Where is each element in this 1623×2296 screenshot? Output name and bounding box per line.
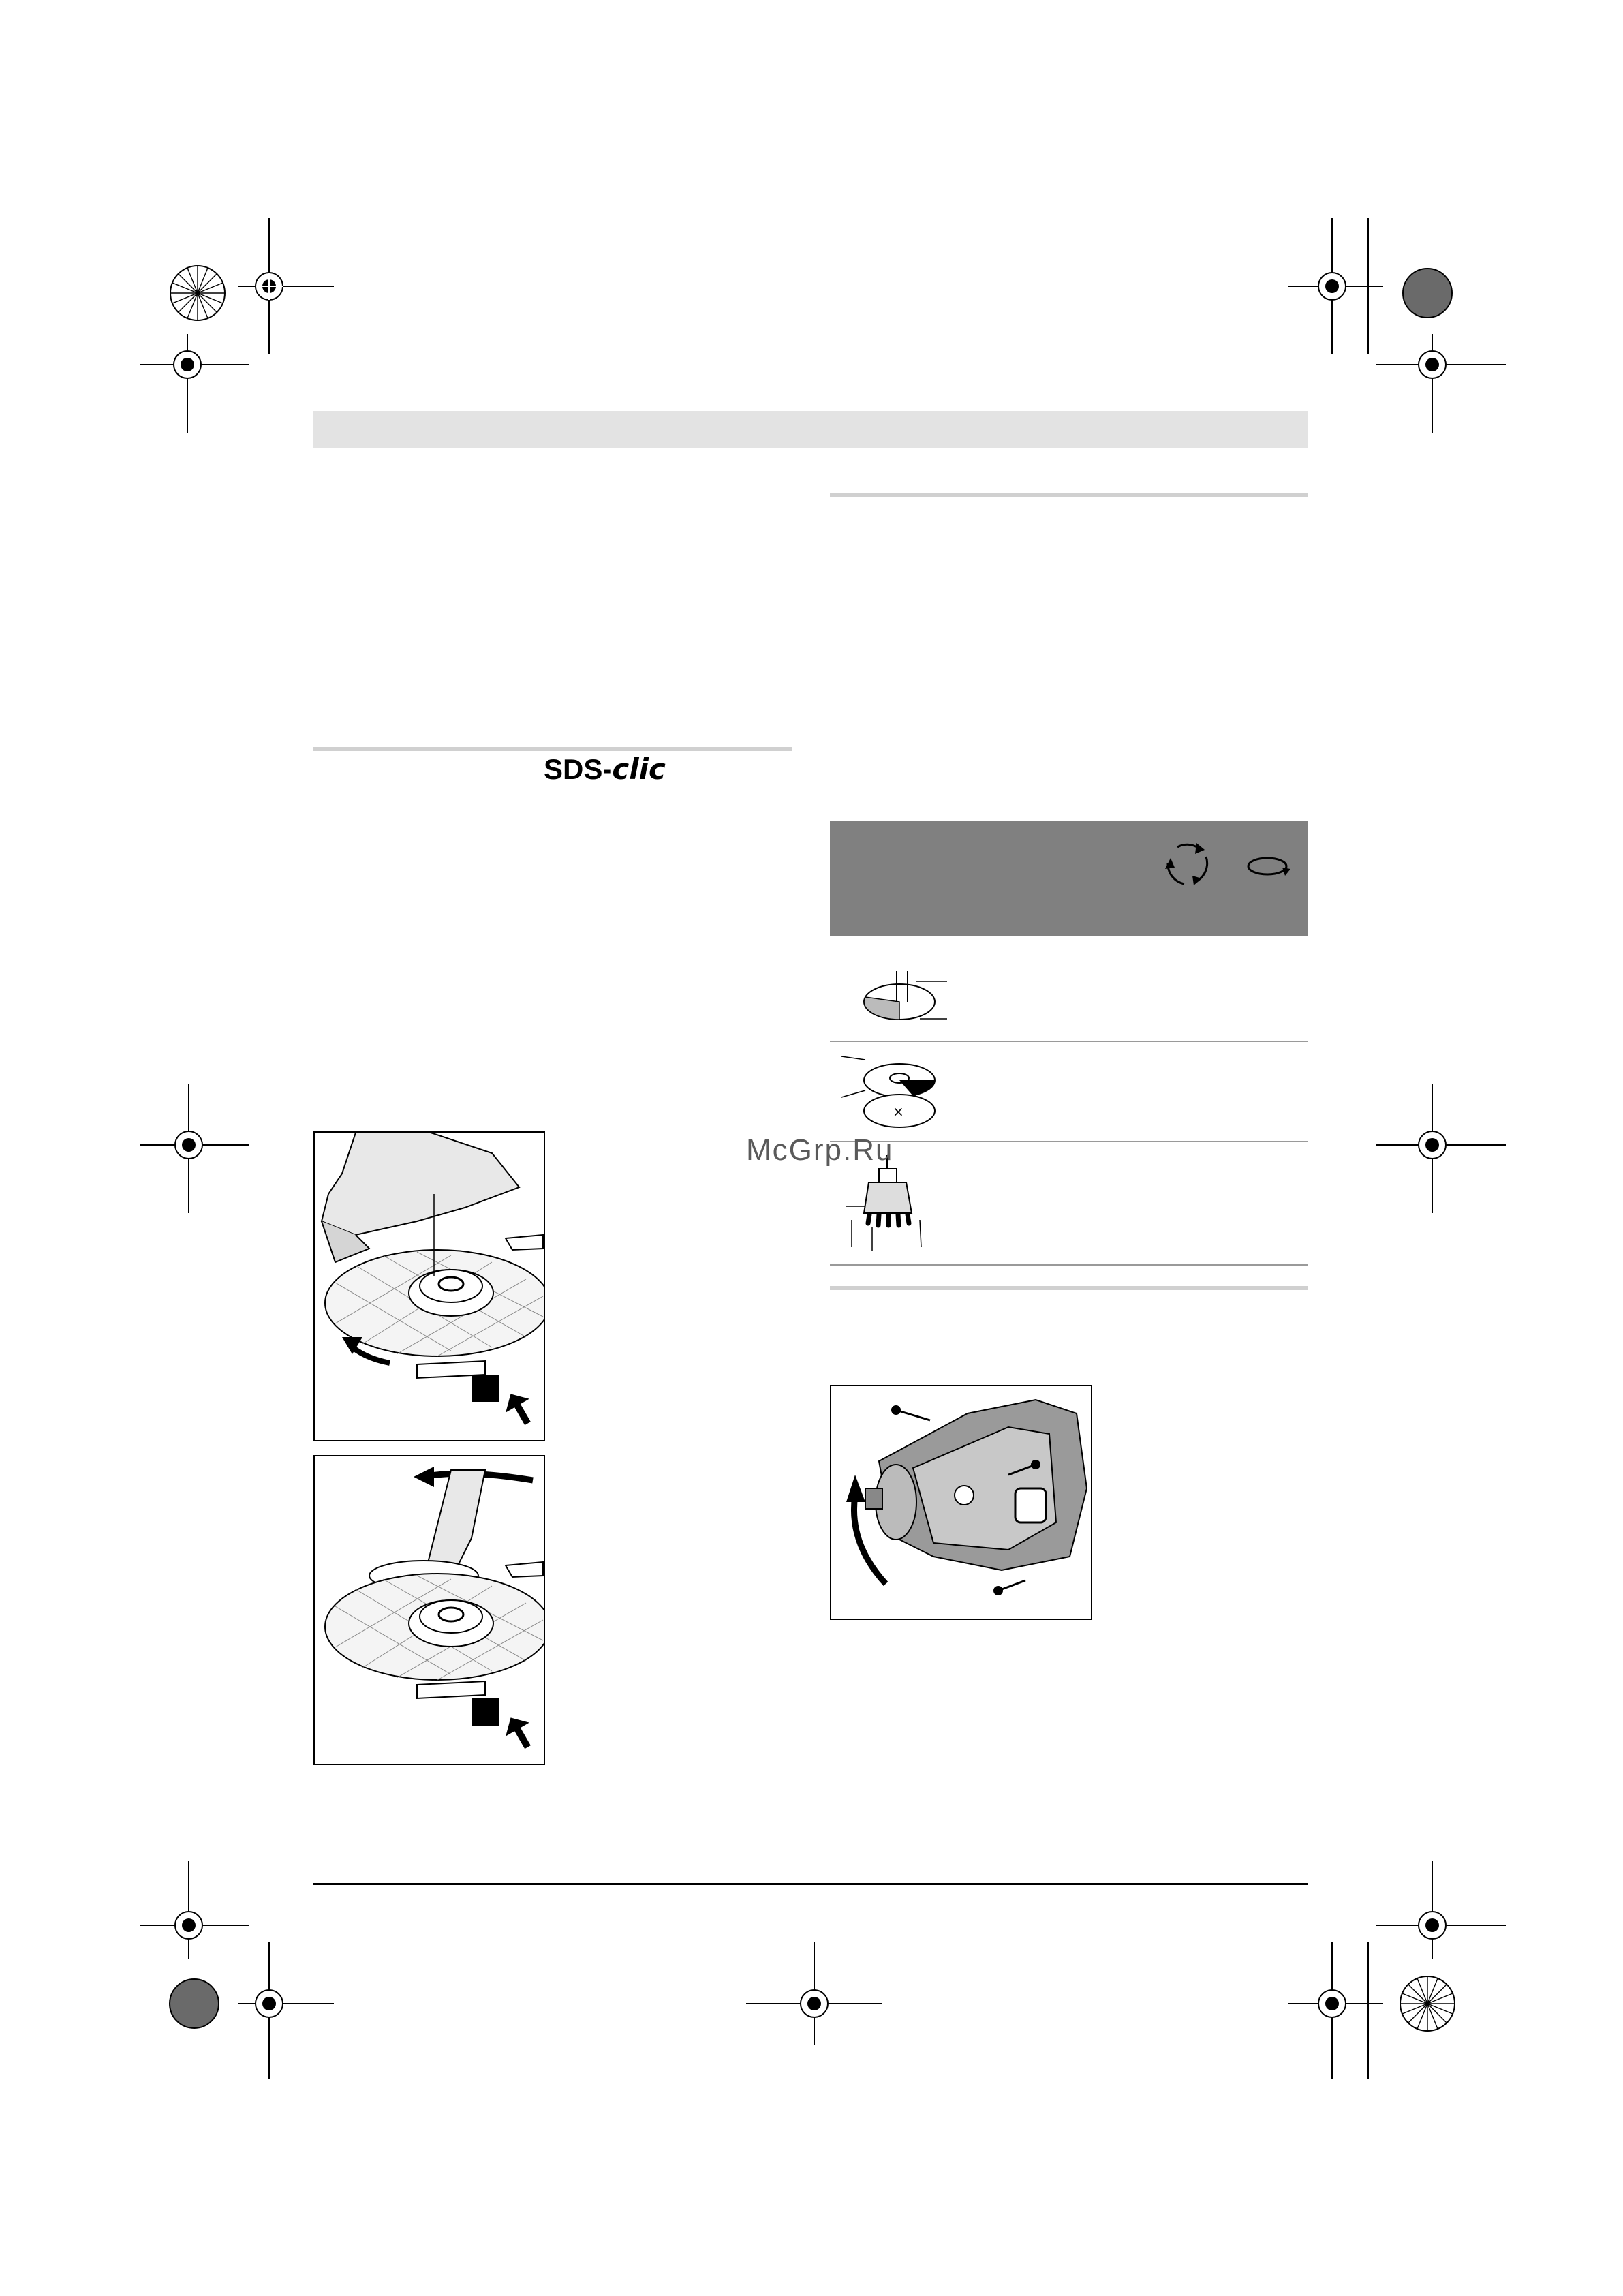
rotation-arrow-icon [1244, 854, 1292, 882]
figure-spanner-loosening-disc [313, 1455, 545, 1765]
registration-cross-bottom-left-1 [140, 1861, 249, 1963]
registration-cross-bottom-right-2 [1376, 1861, 1506, 1963]
registration-cross-bottom-left-2 [238, 1942, 334, 2079]
accessory-table-header [830, 821, 1308, 936]
figure-hand-tightening-disc [313, 1131, 545, 1441]
registration-cross-top-right-1 [1288, 218, 1383, 354]
sds-logo-suffix: clic [612, 752, 666, 786]
grinding-disc-icon [845, 964, 961, 1029]
registration-wheel-top-left [167, 262, 228, 324]
sds-clic-logo [544, 752, 666, 786]
registration-cross-mid-right [1376, 1084, 1506, 1220]
table-row-divider-1 [830, 1041, 1308, 1042]
registration-cross-top-left-1 [238, 218, 334, 354]
registration-cross-bottom-center [746, 1942, 882, 2045]
section-rule-right-top [830, 493, 1308, 497]
registration-cross-top-left-2 [140, 334, 249, 436]
registration-cross-top-right-2 [1376, 334, 1506, 436]
page-footer-rule [313, 1883, 1308, 1885]
table-row-divider-3 [830, 1264, 1308, 1266]
registration-cross-bottom-right-1 [1288, 1942, 1383, 2079]
watermark-text: McGrp.Ru [746, 1133, 894, 1167]
svg-text:×: × [893, 1103, 904, 1120]
cup-brush-icon [845, 1152, 933, 1257]
registration-solid-top-right [1400, 266, 1455, 320]
recycle-icon [1157, 833, 1218, 898]
table-row-divider-2 [830, 1141, 1308, 1142]
registration-wheel-bottom-right [1397, 1973, 1458, 2034]
page-header-bar [313, 411, 1308, 448]
figure-gear-head-rotation [830, 1385, 1092, 1620]
section-rule-left [313, 747, 792, 751]
flap-disc-icon [838, 1050, 947, 1142]
registration-solid-bottom-left [167, 1976, 221, 2031]
section-rule-right-bottom [830, 1286, 1308, 1290]
sds-logo-prefix: SDS- [544, 753, 613, 785]
registration-cross-mid-left [140, 1084, 249, 1220]
